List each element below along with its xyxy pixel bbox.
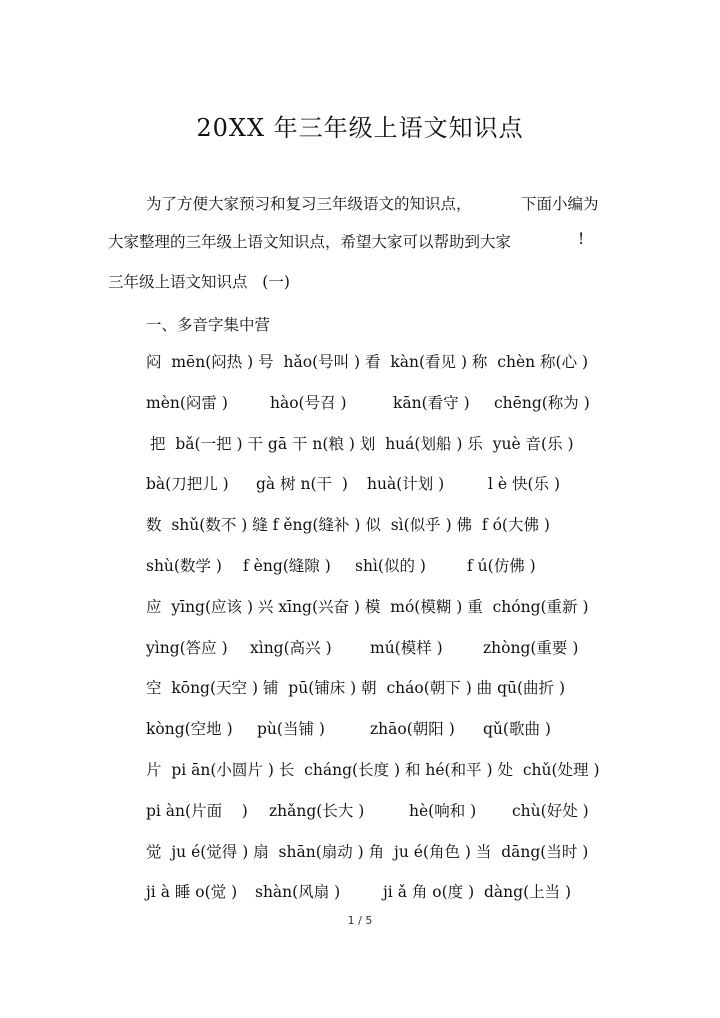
pinyin-cell: f èng(缝隙 ): [243, 557, 331, 575]
pinyin-cell: kòng(空地 ): [146, 720, 233, 739]
pinyin-cell: bà(刀把儿 ): [146, 475, 229, 494]
intro-line-2a: 大家整理的三年级上语文知识点，希望大家可以帮助到大家: [108, 233, 512, 251]
intro-line-1b: 下面小编为: [521, 195, 599, 213]
pinyin-cell: 应 yīng(应该 ) 兴 xīng(兴奋 ) 模 mó(模糊 ) 重 chóng(重新 ): [146, 597, 589, 616]
pinyin-row: [0, 554, 720, 576]
pinyin-row: [0, 676, 720, 698]
pinyin-row: [0, 595, 720, 617]
intro-line-2b: !: [578, 230, 585, 248]
pinyin-cell: chēng(称为 ): [494, 393, 590, 412]
pinyin-cell: yìng(答应 ): [146, 638, 228, 657]
pinyin-cell: kān(看守 ): [393, 393, 470, 412]
pinyin-cell: l è 快(乐 ): [488, 475, 561, 494]
pinyin-cell: hào(号召 ): [270, 393, 347, 412]
pinyin-cell: dàng(上当 ): [484, 883, 572, 902]
pinyin-row: [0, 350, 720, 372]
intro-line-1a: 为了方便大家预习和复习三年级语文的知识点，: [146, 195, 472, 213]
section-subtitle: 三年级上语文知识点 (一): [108, 273, 290, 291]
pinyin-cell: ji à 睡 o(觉 ): [146, 883, 238, 902]
pinyin-cell: zhǎng(长大 ): [269, 801, 365, 820]
pinyin-cell: 片 pi ān(小圆片 ) 长 cháng(长度 ) 和 hé(和平 ) 处 chǔ(处理 ): [146, 761, 600, 779]
pinyin-cell: zhāo(朝阳 ): [370, 720, 455, 739]
pinyin-cell: 觉 ju é(觉得 ) 扇 shān(扇动 ) 角 ju é(角色 ) 当 dāng(当时 ): [146, 842, 589, 861]
pinyin-row: [0, 636, 720, 658]
pinyin-cell: shù(数学 ): [146, 557, 222, 575]
pinyin-cell: pù(当铺 ): [257, 720, 325, 739]
pinyin-row: [0, 758, 720, 780]
pinyin-row: [0, 799, 720, 821]
pinyin-row: [0, 432, 720, 454]
pinyin-cell: qǔ(歌曲 ): [483, 720, 551, 739]
pinyin-cell: chù(好处 ): [512, 801, 589, 820]
pinyin-cell: pi àn(片面 ): [146, 801, 248, 820]
page-number: 1 / 5: [347, 914, 373, 927]
pinyin-cell: zhòng(重要 ): [483, 638, 579, 657]
pinyin-row: [0, 840, 720, 862]
pinyin-cell: huà(计划 ): [367, 475, 445, 494]
pinyin-cell: shì(似的 ): [355, 557, 426, 575]
document-title: 20XX 年三年级上语文知识点: [196, 114, 524, 142]
pinyin-cell: 空 kōng(天空 ) 铺 pū(铺床 ) 朝 cháo(朝下 ) 曲 qū(曲折 ): [146, 679, 566, 698]
pinyin-row: [0, 472, 720, 494]
pinyin-row: [0, 513, 720, 535]
pinyin-cell: 数 shǔ(数不 ) 缝 f ěng(缝补 ) 似 sì(似乎 ) 佛 f ó(大佛 ): [146, 516, 550, 535]
pinyin-cell: 闷 mēn(闷热 ) 号 hǎo(号叫 ) 看 kàn(看见 ) 称 chèn 称(心 ): [146, 353, 589, 371]
pinyin-cell: mú(模样 ): [370, 638, 443, 657]
pinyin-row: [0, 880, 720, 902]
pinyin-cell: ji ǎ 角 o(度 ): [383, 883, 475, 902]
pinyin-row: [0, 717, 720, 739]
pinyin-cell: 把 bǎ(一把 ) 干 gā 干 n(粮 ) 划 huá(划船 ) 乐 yuè 音(乐 ): [150, 434, 574, 453]
pinyin-cell: hè(响和 ): [409, 801, 477, 820]
pinyin-row: [0, 391, 720, 413]
section-heading: 一、多音字集中营: [146, 316, 271, 334]
pinyin-cell: gà 树 n(干 ): [256, 475, 348, 494]
pinyin-cell: xìng(高兴 ): [250, 638, 332, 657]
pinyin-cell: mèn(闷雷 ): [146, 393, 228, 412]
pinyin-cell: shàn(风扇 ): [255, 883, 341, 902]
pinyin-cell: f ú(仿佛 ): [467, 557, 536, 575]
